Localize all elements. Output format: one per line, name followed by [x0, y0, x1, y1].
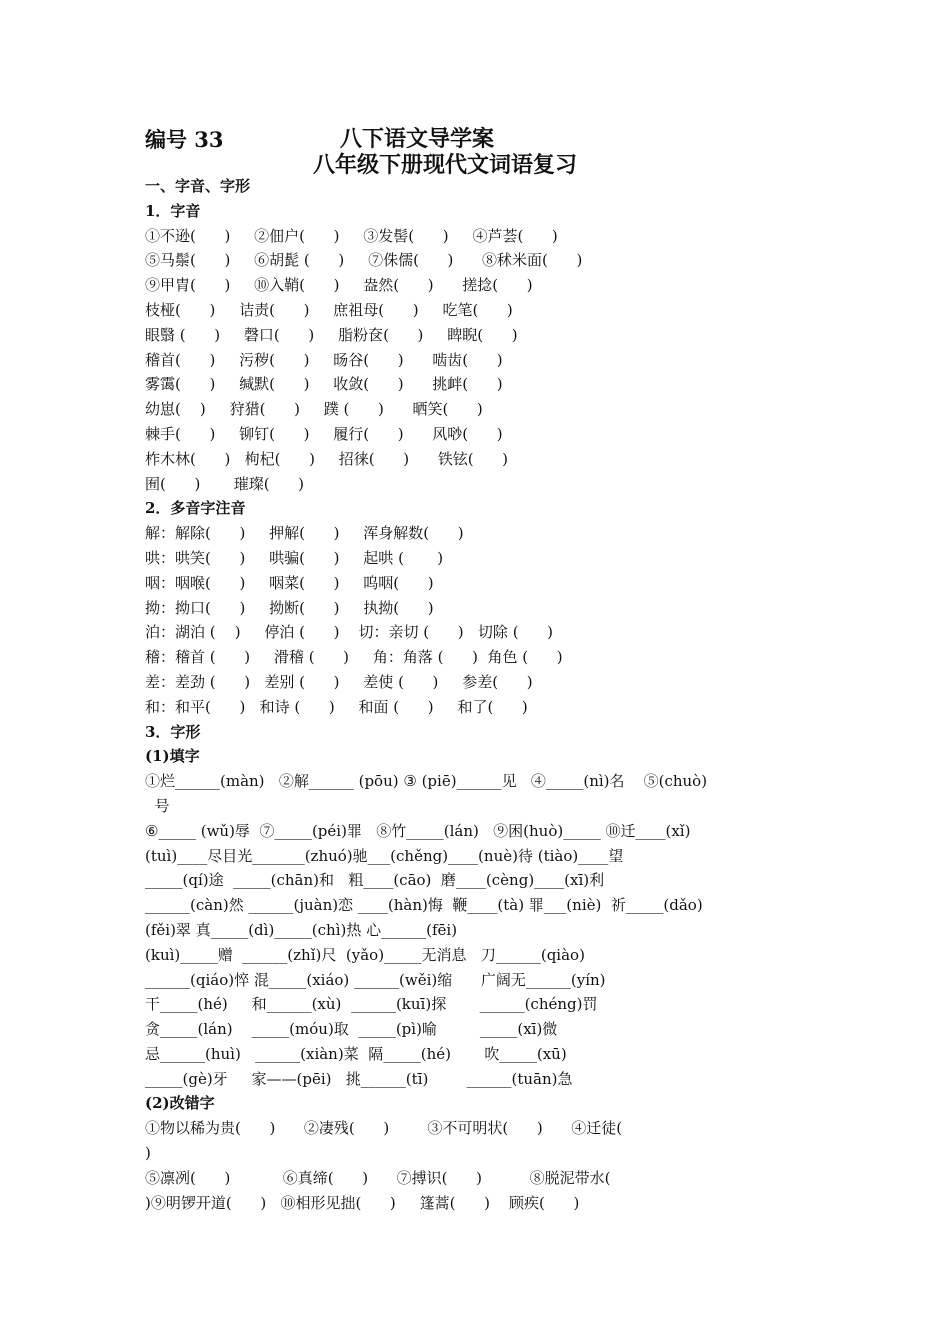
exercise-line: 幼崽( ) 狩猎( ) 蹼 ( ) 晒笑( ) [145, 400, 483, 419]
exercise-line: 差：差劲 ( ) 差别 ( ) 差使 ( ) 参差( ) [145, 672, 533, 691]
exercise-line: 稽首( ) 污秽( ) 旸谷( ) 啮齿( ) [145, 350, 503, 369]
exercise-line: ⑨甲胄( ) ⑩入鞘( ) 盎然( ) 搓捻( ) [145, 276, 533, 295]
exercise-line: ①不逊( ) ②佃户( ) ③发髻( ) ④芦荟( ) [145, 226, 558, 245]
exercise-line: 解：解除( ) 押解( ) 浑身解数( ) [145, 524, 464, 543]
exercise-line: ①物以稀为贵( ) ②凄残( ) ③不可明状( ) ④迁徒( [145, 1119, 623, 1138]
document-subtitle: 八年级下册现代文词语复习 [312, 152, 577, 178]
exercise-line: 泊：湖泊 ( ) 停泊 ( ) 切：亲切 ( ) 切除 ( ) [145, 623, 554, 642]
exercise-line: ⑥_____ (wǔ)辱 ⑦_____(péi)罪 ⑧竹_____(lán) ⑨困(huò)_____ ⑩迁____(xǐ) [145, 821, 691, 840]
exercise-line: 柞木林( ) 枸杞( ) 招徕( ) 铁铉( ) [145, 449, 509, 468]
exercise-line: ⑤马鬃( ) ⑥胡髭 ( ) ⑦侏儒( ) ⑧秫米面( ) [145, 251, 583, 270]
exercise-line: 稽：稽首 ( ) 滑稽 ( ) 角：角落 ( ) 角色 ( ) [145, 648, 563, 667]
document-title: 八下语文导学案 [340, 126, 495, 152]
exercise-line: 干_____(hé) 和______(xù) ______(kuī)探 ______(chéng)罚 [145, 995, 598, 1014]
section-heading: (1)填字 [145, 747, 200, 766]
exercise-line: 棘手( ) 铆钉( ) 履行( ) 风唦( ) [145, 424, 503, 443]
exercise-line: ______(qiáo)悴 混_____(xiáo) ______(wěi)缩 广阔无______(yín) [145, 970, 606, 989]
exercise-line: 拗：拗口( ) 拗断( ) 执拗( ) [145, 598, 434, 617]
exercise-line: _____(gè)牙 家——(pēi) 挑______(tī) ______(tuān)急 [145, 1069, 573, 1088]
exercise-line: 囿( ) 璀璨( ) [145, 474, 305, 493]
exercise-line: ⑤凛冽( ) ⑥真缔( ) ⑦搏识( ) ⑧脱泥带水( [145, 1168, 611, 1187]
exercise-line: 枝桠( ) 诘责( ) 庶祖母( ) 吃笔( ) [145, 300, 513, 319]
exercise-line: ______(càn)然 ______(juàn)恋 ____(hàn)悔 鞭____(tà) 罪___(niè) 祈_____(dǎo) [145, 896, 703, 915]
exercise-line: 和：和平( ) 和诗 ( ) 和面 ( ) 和了( ) [145, 697, 528, 716]
exercise-line: (fěi)翠 真_____(dì)_____(chì)热 心______(fēi) [145, 920, 458, 939]
exercise-line: 号 [145, 796, 170, 815]
exercise-line: 贪_____(lán) _____(móu)取 _____(pì)喻 _____(xī)微 [145, 1020, 558, 1039]
exercise-line: ) [145, 1144, 151, 1163]
section-heading: (2)改错字 [145, 1094, 215, 1113]
section-heading: 1．字音 [145, 201, 201, 220]
exercise-line: 咽：咽喉( ) 咽菜( ) 呜咽( ) [145, 573, 434, 592]
exercise-line: ①烂______(màn) ②解______ (pōu) ③ (piē)______见 ④_____(nì)名 ⑤(chuò) [145, 772, 708, 791]
exercise-line: 忌______(huì) ______(xiàn)菜 隔_____(hé) 吹_____(xū) [145, 1044, 567, 1063]
exercise-line: 哄：哄笑( ) 哄骗( ) 起哄 ( ) [145, 548, 444, 567]
section-heading: 一、字音、字形 [145, 177, 251, 195]
section-heading: 3．字形 [145, 722, 201, 741]
section-heading: 2．多音字注音 [145, 499, 246, 518]
exercise-line: _____(qí)途 _____(chān)和 粗____(cāo) 磨____(cèng)____(xī)利 [145, 871, 605, 890]
exercise-line: (kuì)_____赠 ______(zhǐ)尺 (yǎo)_____无消息 刀______(qiào) [145, 945, 585, 964]
document-code: 编号 33 [145, 127, 224, 152]
exercise-line: 雾霭( ) 缄默( ) 收敛( ) 挑衅( ) [145, 375, 503, 394]
exercise-line: )⑨明锣开道( ) ⑩相形见拙( ) 篷蒿( ) 顾疾( ) [145, 1193, 580, 1212]
exercise-body [145, 174, 810, 1215]
exercise-line: 眼翳 ( ) 磬口( ) 脂粉奁( ) 睥睨( ) [145, 325, 518, 344]
exercise-line: (tuì)____尽目光_______(zhuó)驰___(chěng)____(nuè)待 (tiào)____望 [145, 846, 624, 865]
